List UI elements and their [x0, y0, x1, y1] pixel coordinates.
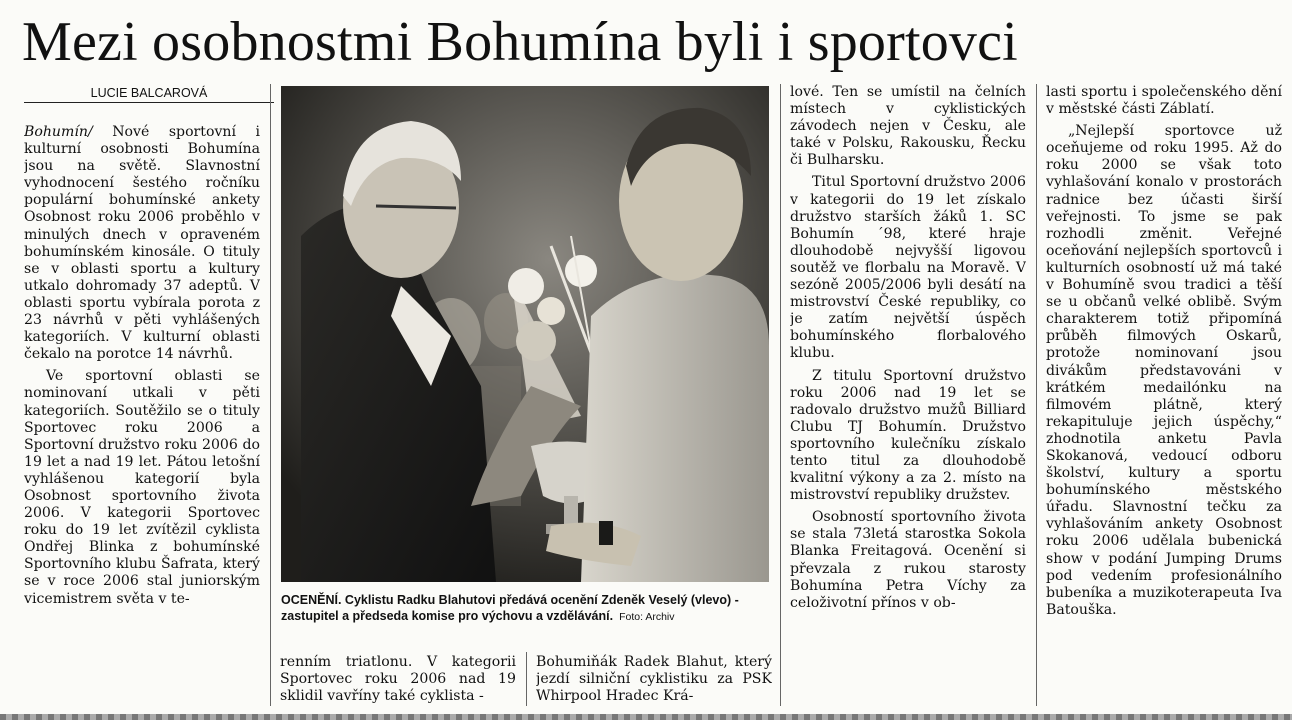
paragraph: Bohumiňák Radek Blahut, který jezdí silniční cyklistiku za PSK Whirpool Hradec Krá-: [536, 654, 772, 705]
article-column-2: [280, 654, 516, 706]
article-column-1: [24, 124, 260, 704]
paragraph: Titul Sportovní družstvo 2006 v kategorii do 19 let získalo družstvo starších žáků 1. SC Bohumín ´98, které hraje dlouhodobě nejvyšší ligovou soutěž ve florbalu na Moravě. V sezóně 2005/2006 byli desátí na mistrovství České republiky, co je zatím největší úspěch bohumínského florbalového klubu.: [790, 174, 1026, 362]
page-edge: [0, 714, 1292, 720]
paragraph: Z titulu Sportovní družstvo roku 2006 nad 19 let se radovalo družstvo mužů Billiard Clubu TJ Bohumín. Družstvo sportovního kulečníku získalo tento titul za dlouhodobě kvalitní výkony a za 2. místo na mistrovství republiky družstev.: [790, 367, 1026, 504]
paragraph: lasti sportu i společenského dění v městské části Záblatí.: [1046, 84, 1282, 118]
paragraph: renním triatlonu. V kategorii Sportovec roku 2006 nad 19 sklidil vavříny také cyklista -: [280, 654, 516, 705]
paragraph: [24, 124, 260, 363]
paragraph: „Nejlepší sportovce už oceňujeme od roku 1995. Až do roku 2000 se však toto vyhlašování konalo v prostorách radnice bez účasti širší veřejnosti. To jsme se pak rozhodli změnit. Veřejné oceňování nejlepších sportovců i kulturních osobností už má také v Bohumíně svou tradici a těší se u občanů velké oblibě. Svým charakterem totiž připomíná průběh filmových Oskarů, protože nominovaní jsou divákům představováni v krátkém medailónku na filmovém plátně, který rekapituluje jejich úspěchy,“ zhodnotila anketu Pavla Skokanová, vedoucí odboru školství, kultury a sportu bohumínského městského úřadu. Slavnostní tečku za vyhlašováním ankety Osobnost roku 2006 udělala bubenická show v podání Jumping Drums pod vedením profesionálního bubeníka a muzikoterapeuta Iva Batouška.: [1046, 123, 1282, 618]
article-column-4: [790, 84, 1026, 704]
caption-lead: OCENĚNÍ.: [281, 593, 342, 607]
article-photo: [281, 86, 769, 582]
award-ceremony-photo: [281, 86, 769, 582]
paragraph-text: Nové sportovní i kulturní osobnosti Bohumína jsou na světě. Slavnostní vyhodnocení šestého ročníku populární bohumínské ankety Osobnost roku 2006 proběhlo v minulých dnech v opraveném bohumínském kinosále. O tituly se v oblasti sportu a kultury utkalo dohromady 37 adeptů. V oblasti sportu vybírala porota z 23 návrhů v pěti vyhlášených kategoriích. V kulturní oblasti čekalo na porotce 14 návrhů.: [24, 124, 260, 363]
caption-text: Cyklistu Radku Blahutovi předává ocenění Zdeněk Veselý (vlevo) - zastupitel a předseda komise pro výchovu a vzdělávání.: [281, 593, 739, 623]
article-column-3: [536, 654, 772, 706]
column-divider: [526, 652, 527, 706]
author-byline: LUCIE BALCAROVÁ: [24, 86, 274, 103]
column-divider: [270, 84, 271, 706]
paragraph: Ve sportovní oblasti se nominovaní utkali v pěti kategoriích. Soutěžilo se o tituly Sportovec roku 2006 a Sportovní družstvo roku 2006 do 19 let a nad 19 let. Pátou letošní vyhlášenou kategorií byla Osobnost sportovního života 2006. V kategorii Sportovec roku do 19 let zvítězil cyklista Ondřej Blinka z bohumínské Sportovního klubu Šafrata, který se v roce 2006 stal juniorským vicemistrem světa v te-: [24, 368, 260, 607]
article-column-5: [1046, 84, 1282, 704]
dateline: Bohumín/: [24, 124, 93, 140]
column-divider: [780, 84, 781, 706]
paragraph: lové. Ten se umístil na čelních místech v cyklistických závodech nejen v Česku, ale také v Polsku, Rakousku, Řecku či Bulharsku.: [790, 84, 1026, 169]
photo-caption: [281, 592, 769, 625]
headline: Mezi osobnostmi Bohumína byli i sportovci: [22, 11, 1018, 73]
column-divider: [1036, 84, 1037, 706]
paragraph: Osobností sportovního života se stala 73letá starostka Sokola Blanka Freitagová. Ocenění si převzala z rukou starosty Bohumína Petra Víchy za celoživotní přínos v ob-: [790, 509, 1026, 611]
photo-credit: Foto: Archiv: [619, 611, 675, 623]
